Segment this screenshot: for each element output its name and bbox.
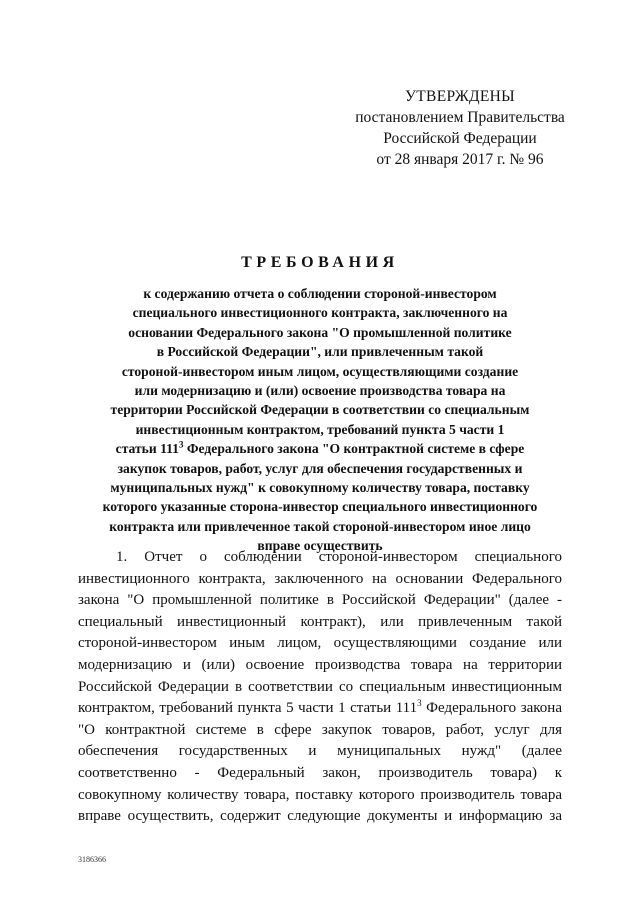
document-subtitle xyxy=(75,284,565,556)
subtitle-line: основании Федерального закона "О промышленной политике xyxy=(128,324,512,340)
approval-line-date-number: от 28 января 2017 г. № 96 xyxy=(376,151,544,168)
paragraph-line: 1. Отчет о соблюдении стороной-инвестором специального xyxy=(116,549,562,565)
paragraph-line: обеспечения государственных и муниципальных нужд" (далее xyxy=(78,743,562,760)
paragraph-line: совокупному количеству товара, поставку которого производитель товара xyxy=(78,786,562,803)
paragraph-line: модернизацию и (или) освоение производства товара на территории xyxy=(78,656,562,673)
subtitle-line: территории Российской Федерации в соответствии со специальным xyxy=(110,402,530,418)
paragraph-line: специальный инвестиционный контракт), или привлеченным такой xyxy=(78,613,562,630)
paragraph-fragment: контрактом, требований пункта 5 части 1 статьи 111 xyxy=(78,700,418,717)
subtitle-line: вправе осуществить xyxy=(257,538,383,554)
approval-heading: УТВЕРЖДЕНЫ xyxy=(405,88,515,105)
subtitle-line: или модернизацию и (или) освоение производства товара на xyxy=(134,383,506,399)
subtitle-line: инвестиционным контрактом, требований пункта 5 части 1 xyxy=(135,421,505,437)
approval-line-decree: постановлением Правительства xyxy=(355,109,565,126)
paragraph-line: инвестиционного контракта, заключенного на основании Федерального xyxy=(78,570,562,587)
paragraph-line: вправе осуществить, содержит следующие документы и информацию за xyxy=(78,808,562,825)
approval-block xyxy=(330,86,590,170)
subtitle-line xyxy=(75,439,565,458)
subtitle-fragment: Федерального закона "О контрактной системе в сфере xyxy=(183,441,525,457)
subtitle-line: закупок товаров, работ, услуг для обеспечения государственных и xyxy=(117,460,523,476)
subtitle-line: которого указанные сторона-инвестор специального инвестиционного xyxy=(102,499,538,515)
paragraph-line: Российской Федерации в соответствии со специальным инвестиционным xyxy=(78,678,562,695)
approval-line-federation: Российской Федерации xyxy=(383,130,537,147)
document-title: ТРЕБОВАНИЯ xyxy=(241,254,399,271)
subtitle-fragment: статьи 111 xyxy=(115,441,179,457)
paragraph-line: соответственно - Федеральный закон, производитель товара) к xyxy=(78,764,562,781)
subtitle-line: муниципальных нужд" к совокупному количеству товара, поставку xyxy=(110,480,530,496)
paragraph-line: "О контрактной системе в сфере закупок товаров, работ, услуг для xyxy=(78,721,562,738)
subtitle-line: к содержанию отчета о соблюдении стороной-инвестором xyxy=(143,286,497,301)
paragraph-1 xyxy=(78,547,562,828)
subtitle-line: стороной-инвестором иным лицом, осуществляющими создание xyxy=(121,363,519,379)
paragraph-line xyxy=(78,698,562,720)
superscript: 3 xyxy=(178,439,184,450)
paragraph-line: закона "О промышленной политике в Российской Федерации" (далее - xyxy=(78,592,562,609)
paragraph-line: стороной-инвестором иным лицом, осуществляющими создание или xyxy=(78,635,562,652)
subtitle-line: в Российской Федерации", или привлеченным такой xyxy=(156,344,484,360)
superscript: 3 xyxy=(417,698,422,709)
paragraph-fragment: Федерального закона xyxy=(421,700,562,717)
document-number: 3186366 xyxy=(78,855,106,864)
subtitle-line: специального инвестиционного контракта, заключенного на xyxy=(132,305,508,321)
subtitle-line: контракта или привлеченное такой стороной-инвестором иное лицо xyxy=(109,518,531,534)
